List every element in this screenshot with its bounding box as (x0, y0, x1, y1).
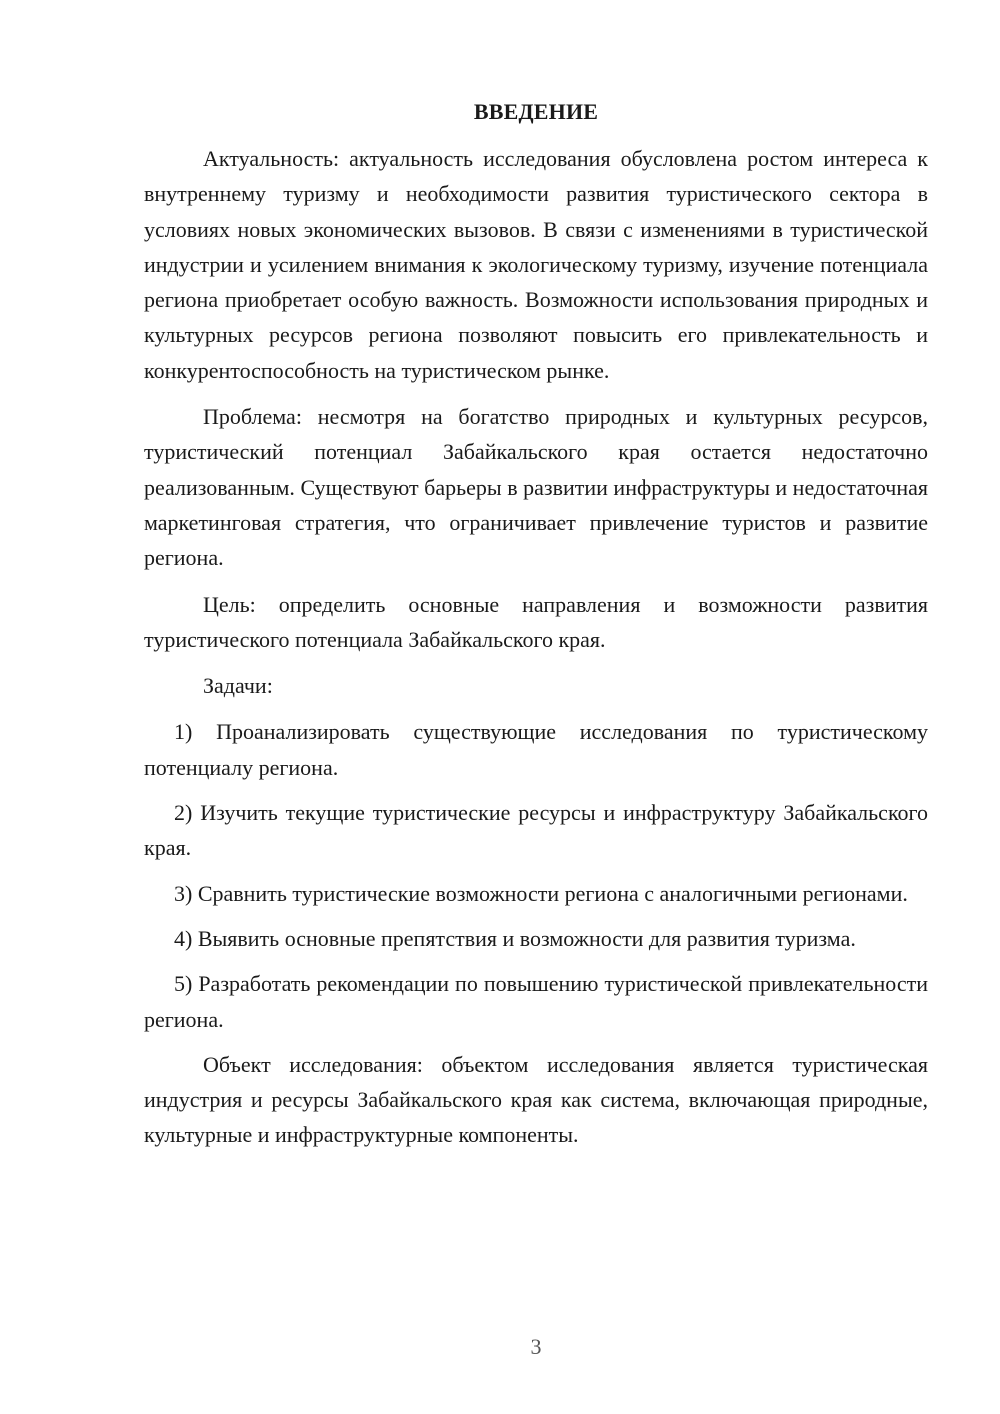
task-item-3: 3) Сравнить туристические возможности региона с аналогичными регионами. (174, 880, 908, 906)
task-item-2: 2) Изучить текущие туристические ресурсы и инфраструктуру Забайкальского края. (144, 800, 928, 861)
page-title: ВВЕДЕНИЕ (473, 99, 599, 124)
task-item-5: 5) Разработать рекомендации по повышению туристической привлекательности региона. (144, 971, 928, 1032)
paragraph-goal: Цель: определить основные направления и возможности развития туристического потенциала Забайкальского края. (144, 591, 928, 652)
page-content (144, 94, 928, 1164)
task-item-1: 1) Проанализировать существующие исследования по туристическому потенциалу региона. (144, 719, 928, 780)
paragraph-object: Объект исследования: объектом исследования является туристическая индустрия и ресурсы Забайкальского края как система, включающая природные, культурные и инфраструктурные компоненты. (144, 1051, 928, 1148)
tasks-list (144, 714, 928, 1036)
paragraph-problem: Проблема: несмотря на богатство природных и культурных ресурсов, туристический потенциал Забайкальского края остается недостаточно реализованным. Существуют барьеры в развитии инфраструктуры и недостаточная маркетинговая стратегия, что ограничивает привлечение туристов и развитие региона. (144, 404, 928, 571)
task-item-4: 4) Выявить основные препятствия и возможности для развития туризма. (174, 925, 856, 951)
page-number: 3 (530, 1334, 542, 1359)
tasks-heading: Задачи: (203, 673, 273, 699)
paragraph-relevance: Актуальность: актуальность исследования обусловлена ростом интереса к внутреннему туризму и необходимости развития туристического сектора в условиях новых экономических вызовов. В связи с изменениями в туристической индустрии и усилением внимания к экологическому туризму, изучение потенциала региона приобретает особую важность. Возможности использования природных и культурных ресурсов региона позволяют повысить его привлекательность и конкурентоспособность на туристическом рынке. (144, 146, 928, 383)
